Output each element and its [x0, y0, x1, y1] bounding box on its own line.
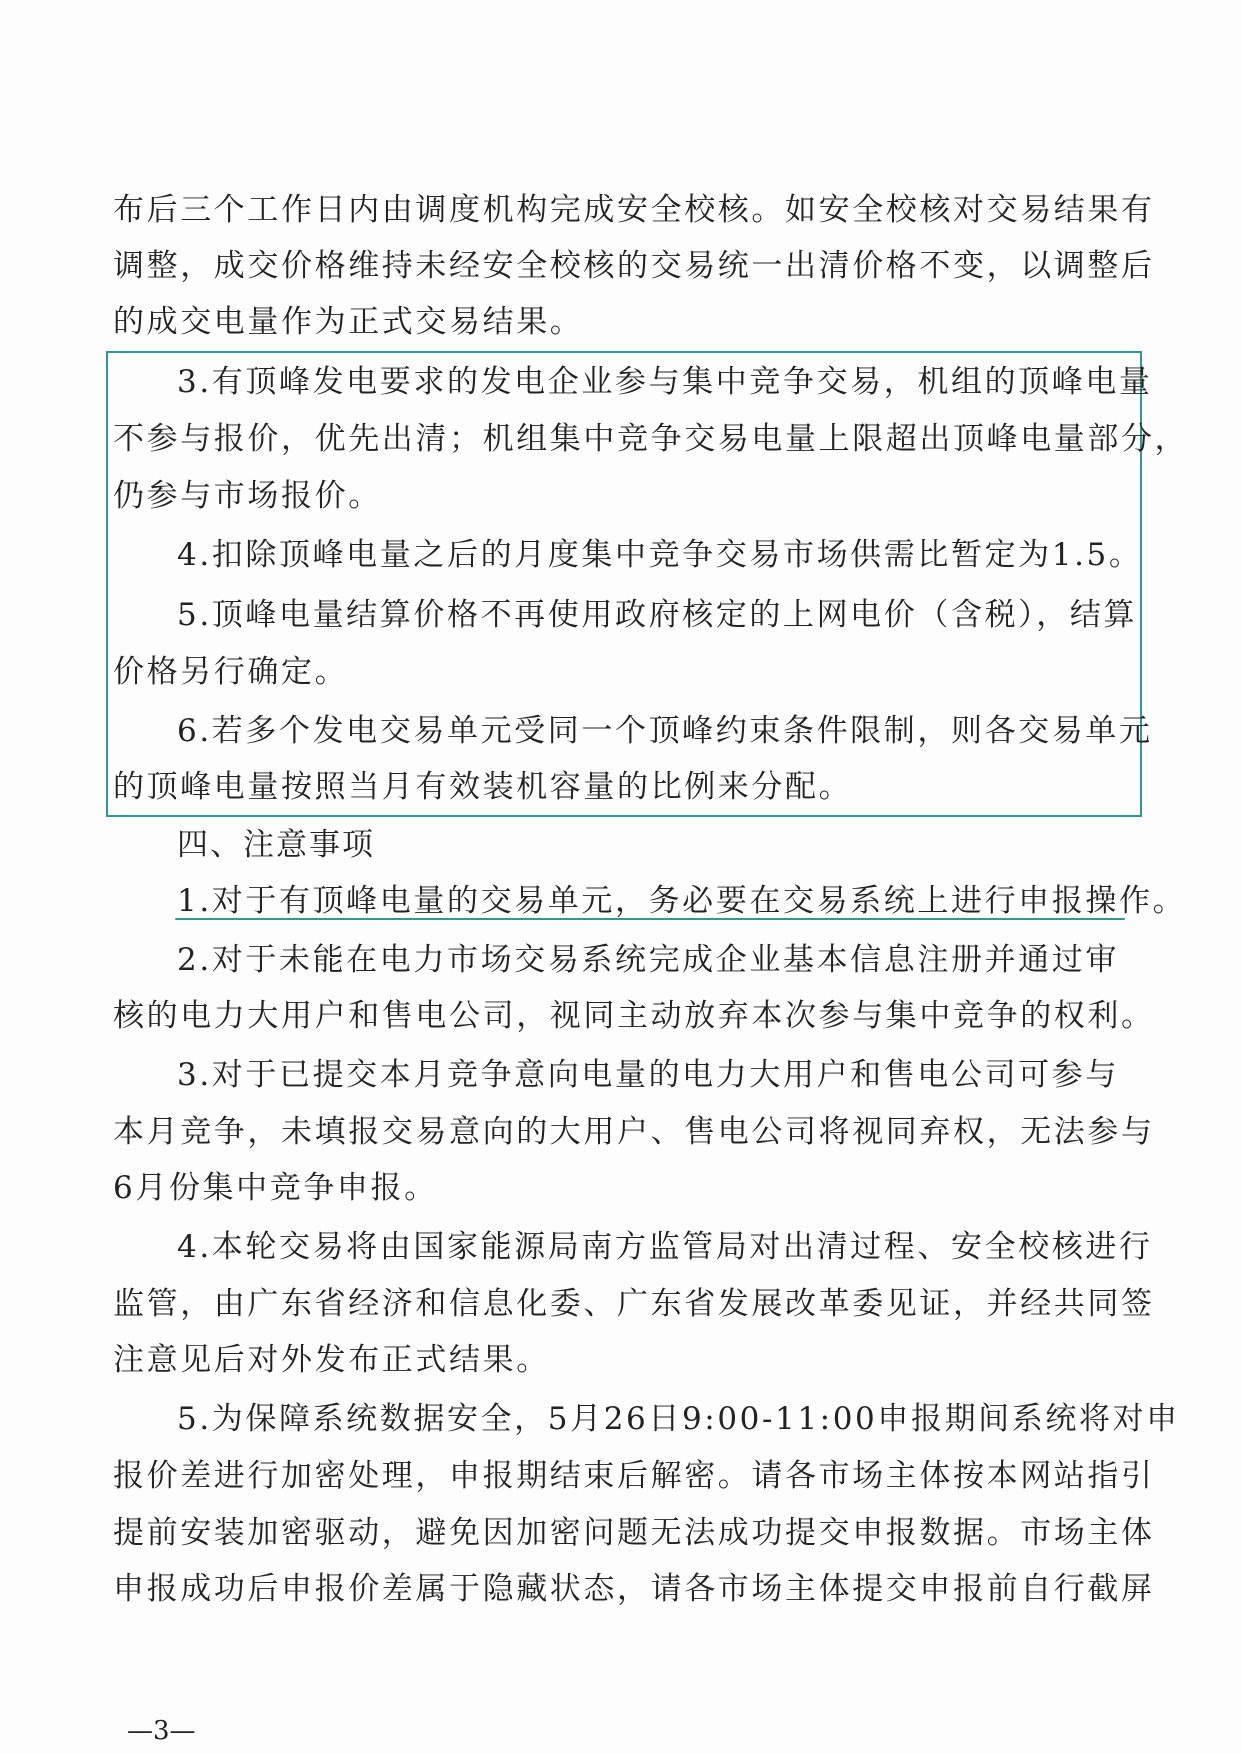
text-line: 的成交电量作为正式交易结果。 — [113, 304, 584, 340]
text-line: 6月份集中竞争申报。 — [113, 1170, 438, 1206]
text-line: 5.为保障系统数据安全，5月26日9:00-11:00申报期间系统将对申 — [177, 1401, 1180, 1437]
text-line: 6.若多个发电交易单元受同一个顶峰约束条件限制，则各交易单元 — [177, 713, 1153, 749]
underline-annotation — [175, 918, 1125, 920]
text-line: 3.对于已提交本月竞争意向电量的电力大用户和售电公司可参与 — [177, 1057, 1119, 1093]
text-line: 的顶峰电量按照当月有效装机容量的比例来分配。 — [113, 769, 853, 805]
text-line: 价格另行确定。 — [113, 654, 349, 690]
text-line: 2.对于未能在电力市场交易系统完成企业基本信息注册并通过审 — [177, 942, 1119, 978]
text-line: 不参与报价，优先出清；机组集中竞争交易电量上限超出顶峰电量部分， — [113, 421, 1189, 457]
text-line: 布后三个工作日内由调度机构完成安全校核。如安全校核对交易结果有 — [113, 192, 1155, 228]
text-line: 核的电力大用户和售电公司，视同主动放弃本次参与集中竞争的权利。 — [113, 998, 1155, 1034]
text-line: 申报成功后申报价差属于隐藏状态，请各市场主体提交申报前自行截屏 — [113, 1571, 1155, 1607]
text-line: 4.本轮交易将由国家能源局南方监管局对出清过程、安全校核进行 — [177, 1229, 1153, 1265]
text-line: 4.扣除顶峰电量之后的月度集中竞争交易市场供需比暂定为1.5。 — [177, 537, 1143, 573]
text-line: 1.对于有顶峰电量的交易单元，务必要在交易系统上进行申报操作。 — [177, 883, 1187, 919]
page-number: —3— — [127, 1716, 196, 1746]
text-line: 5.顶峰电量结算价格不再使用政府核定的上网电价（含税），结算 — [177, 597, 1138, 633]
text-line: 注意见后对外发布正式结果。 — [113, 1342, 550, 1378]
text-line: 调整，成交价格维持未经安全校核的交易统一出清价格不变，以调整后 — [113, 248, 1155, 284]
text-line: 提前安装加密驱动，避免因加密问题无法成功提交申报数据。市场主体 — [113, 1515, 1155, 1551]
section-heading: 四、注意事项 — [177, 827, 375, 863]
text-line: 本月竞争，未填报交易意向的大用户、售电公司将视同弃权，无法参与 — [113, 1114, 1155, 1150]
text-line: 3.有顶峰发电要求的发电企业参与集中竞争交易，机组的顶峰电量 — [177, 364, 1153, 400]
text-line: 仍参与市场报价。 — [113, 478, 382, 514]
text-line: 监管，由广东省经济和信息化委、广东省发展改革委见证，并经共同签 — [113, 1286, 1155, 1322]
text-line: 报价差进行加密处理，申报期结束后解密。请各市场主体按本网站指引 — [113, 1458, 1155, 1494]
